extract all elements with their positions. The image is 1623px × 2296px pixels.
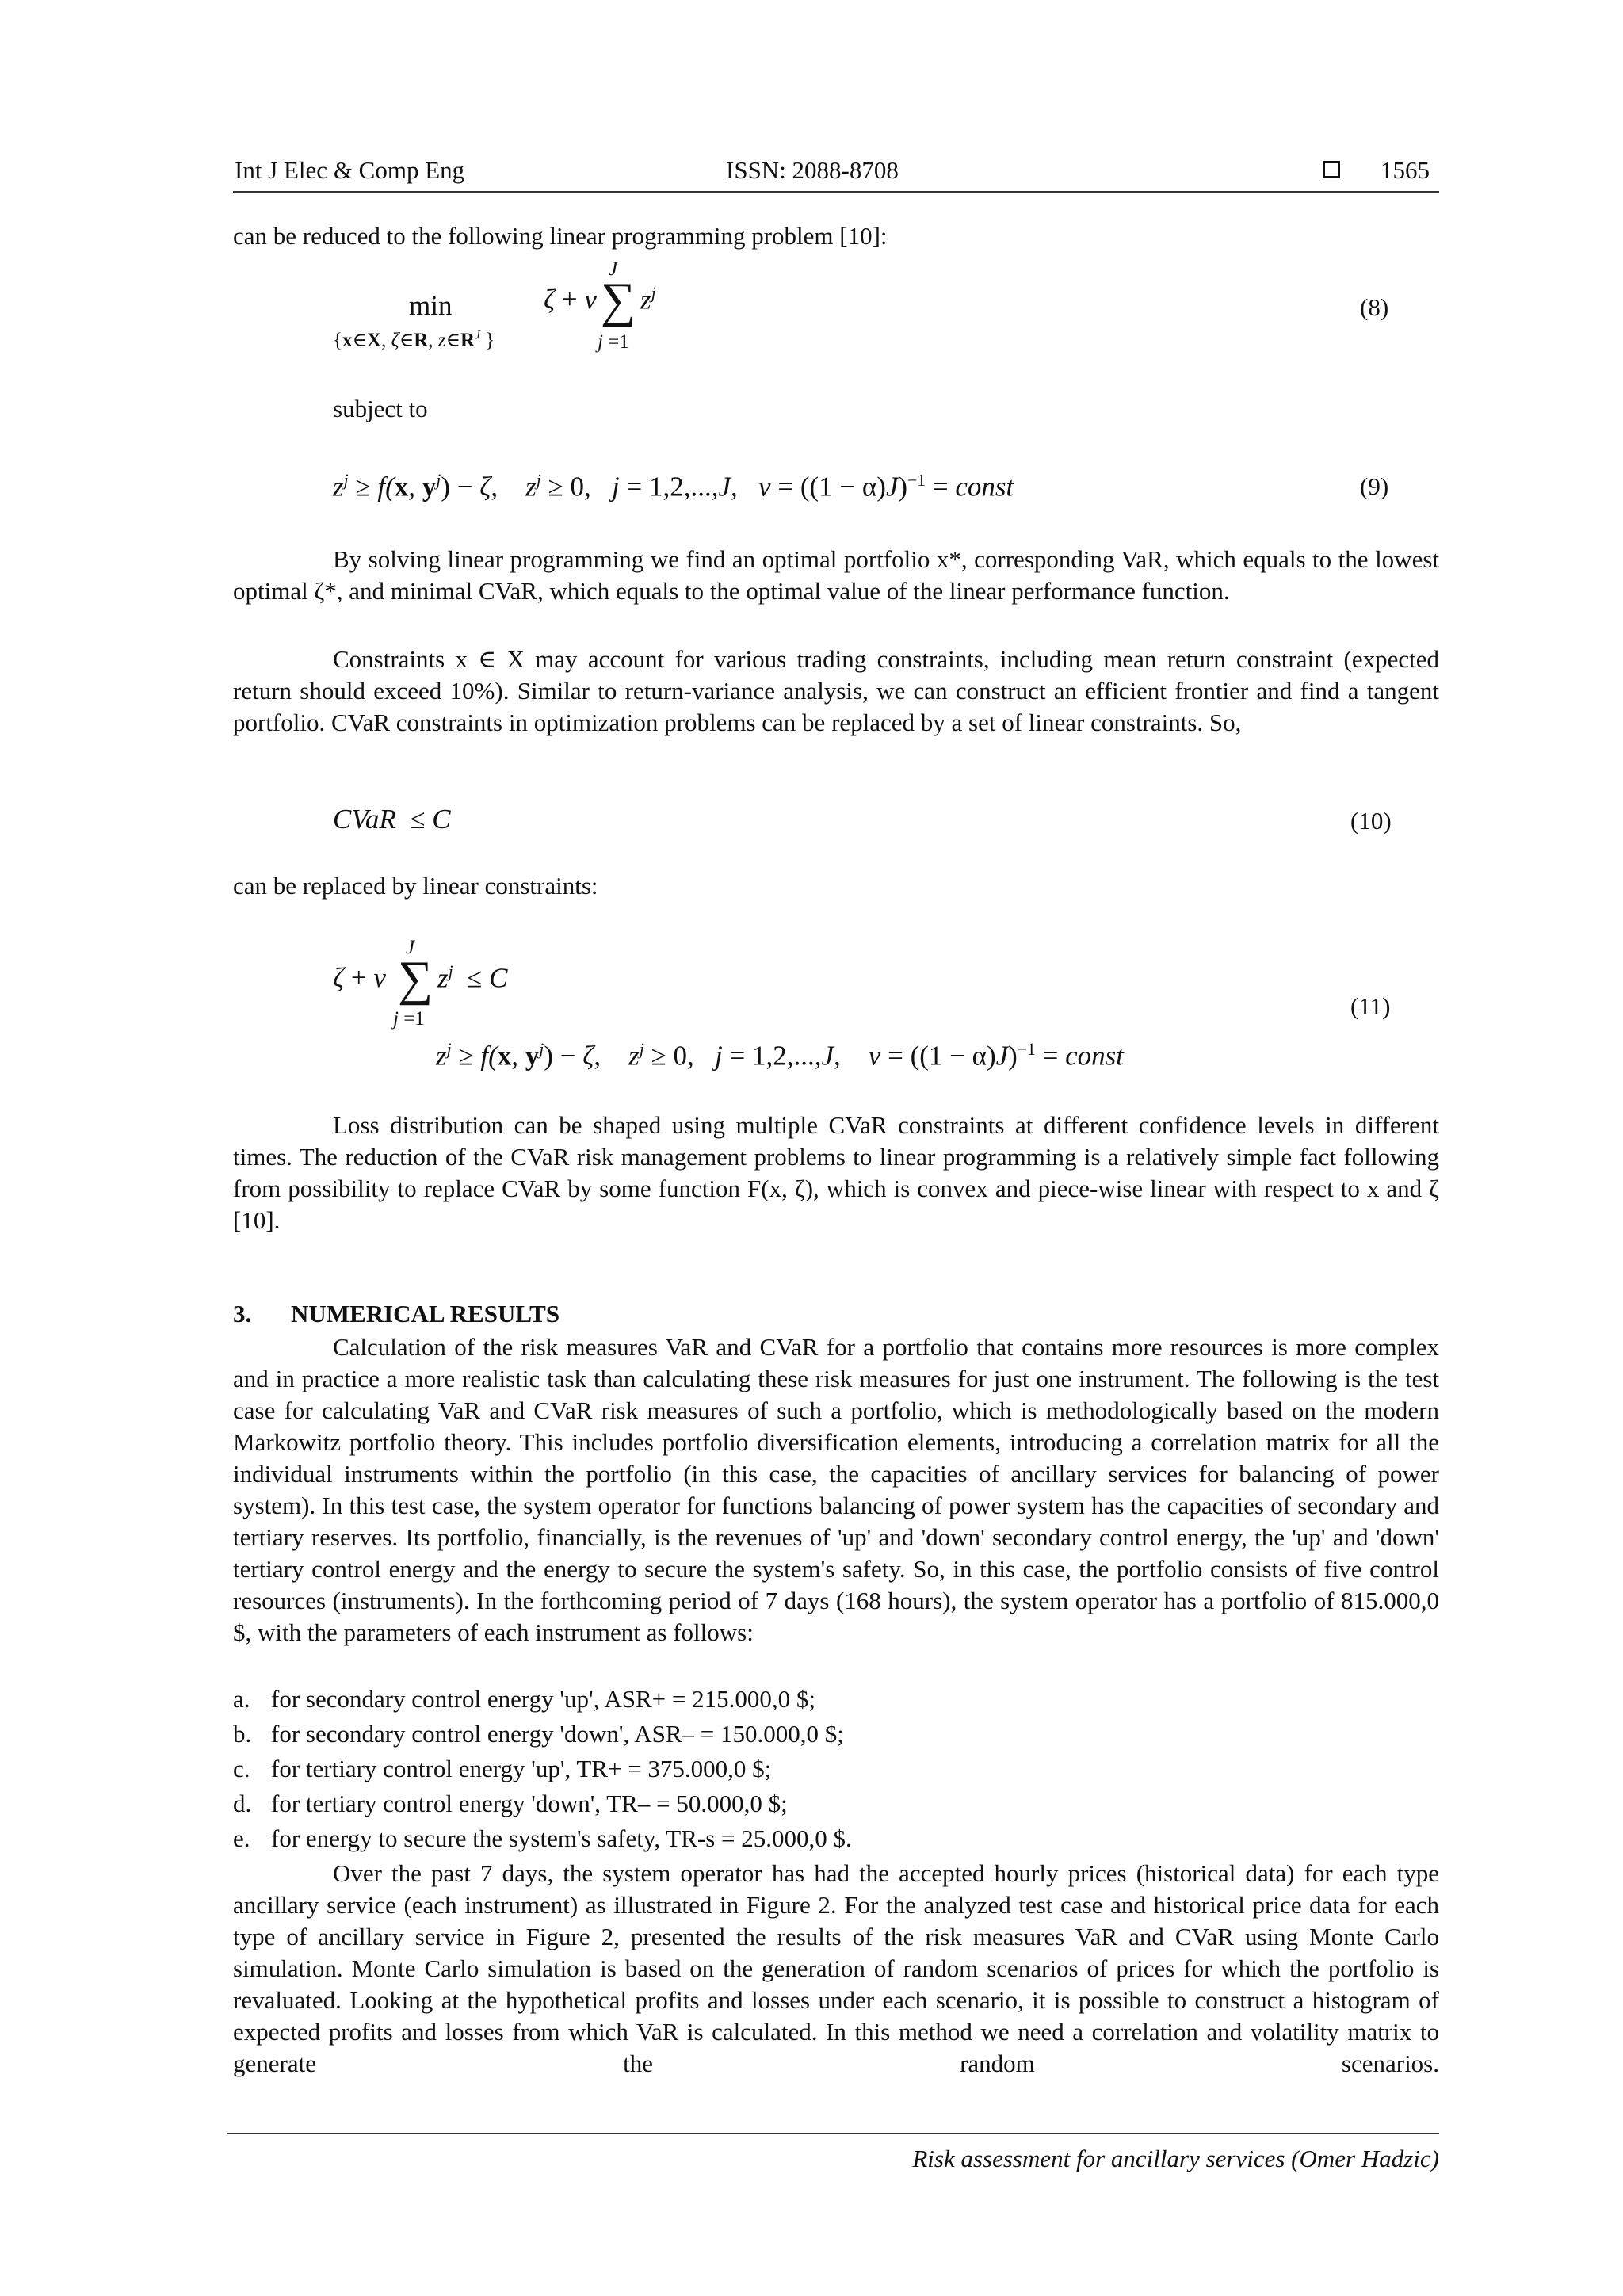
equation-9-number: (9) (1360, 472, 1389, 500)
list-item: c. for tertiary control energy 'up', TR+ = 375.000,0 $; (233, 1755, 772, 1782)
section-title: NUMERICAL RESULTS (291, 1300, 560, 1328)
paragraph-2: Constraints x ∈ X may account for various trading constraints, including mean return constraint (expected return should exceed 10%). Similar to return-variance analysis, we can construct an efficient frontier and find a tangent portfolio. CVaR constraints in optimization problems can be replaced by a set of linear constraints. So, (233, 645, 1439, 736)
equation-10: CVaR ≤ C (333, 804, 451, 835)
list-item: d. for tertiary control energy 'down', TR– = 50.000,0 $; (233, 1790, 788, 1817)
page-number: 1565 (1381, 156, 1430, 184)
subject-to: subject to (333, 395, 428, 422)
equation-10-number: (10) (1350, 807, 1392, 835)
issn: ISSN: 2088-8708 (726, 156, 899, 184)
footer-rule (227, 2133, 1439, 2134)
equation-11-number: (11) (1350, 992, 1391, 1020)
running-footer: Risk assessment for ancillary services (Omer Hadzic) (912, 2145, 1439, 2172)
paragraph-1: By solving linear programming we find an optimal portfolio x*, corresponding VaR, which equals to the lowest optimal ζ*, and minimal CVaR, which equals to the optimal value of the linear performance function. (233, 545, 1439, 605)
square-icon (1323, 161, 1340, 178)
running-header (233, 153, 1439, 193)
equation-8-number: (8) (1360, 293, 1389, 321)
paragraph-5: Over the past 7 days, the system operator has had the accepted hourly prices (historical data) for each type ancillary service (each instrument) as illustrated in Figure 2. For the analyzed test case and historical price data for each type of ancillary service in Figure 2, presented the results of the risk measures VaR and CVaR using Monte Carlo simulation. Monte Carlo simulation is based on the generation of random scenarios of prices for which the portfolio is revaluated. Looking at the hypothetical profits and losses under each scenario, it is possible to construct a histogram of expected profits and losses from which VaR is calculated. In this method we need a correlation and volatility matrix to generate the random scenarios. (233, 1859, 1439, 2077)
list-item: b. for secondary control energy 'down', ASR– = 150.000,0 $; (233, 1720, 844, 1748)
intro-line: can be reduced to the following linear programming problem [10]: (233, 222, 888, 250)
paragraph-4: Calculation of the risk measures VaR and CVaR for a portfolio that contains more resources is more complex and in practice a more realistic task than calculating these risk measures for just one instrument. The following is the test case for calculating VaR and CVaR risk measures of such a portfolio, which is methodologically based on the modern Markowitz portfolio theory. This includes portfolio diversification elements, introducing a correlation matrix for all the individual instruments within the portfolio (in this case, the capacities of ancillary services for balancing of power system). In this test case, the system operator for functions balancing of power system has the capacities of secondary and tertiary reserves. Its portfolio, financially, is the revenues of 'up' and 'down' secondary control energy, the 'up' and 'down' tertiary control energy and the energy to secure the system's safety. So, in this case, the portfolio consists of five control resources (instruments). In the forthcoming period of 7 days (168 hours), the system operator has a portfolio of 815.000,0 $, with the parameters of each instrument as follows: (233, 1333, 1439, 1646)
paragraph-3: Loss distribution can be shaped using multiple CVaR constraints at different confidence levels in different times. The reduction of the CVaR risk management problems to linear programming is a relatively simple fact following from possibility to replace CVaR by some function F(x, ζ), which is convex and piece-wise linear with respect to x and ζ [10]. (233, 1111, 1439, 1234)
journal-name: Int J Elec & Comp Eng (235, 156, 465, 184)
equation-9: $z^j \ge f(x$, $y^j) - \zeta$, $z^j \ge 0$, j = 1,2,...,J, $v = ((1 - \alpha)J)^{-1}$ = const (333, 471, 1014, 502)
replaced-line: can be replaced by linear constraints: (233, 872, 598, 900)
section-heading (233, 1300, 559, 1328)
list-item: a. for secondary control energy 'up', ASR+ = 215.000,0 $; (233, 1685, 815, 1713)
list-item: e. for energy to secure the system's safety, TR-s = 25.000,0 $. (233, 1824, 852, 1852)
section-number: 3. (233, 1300, 252, 1328)
